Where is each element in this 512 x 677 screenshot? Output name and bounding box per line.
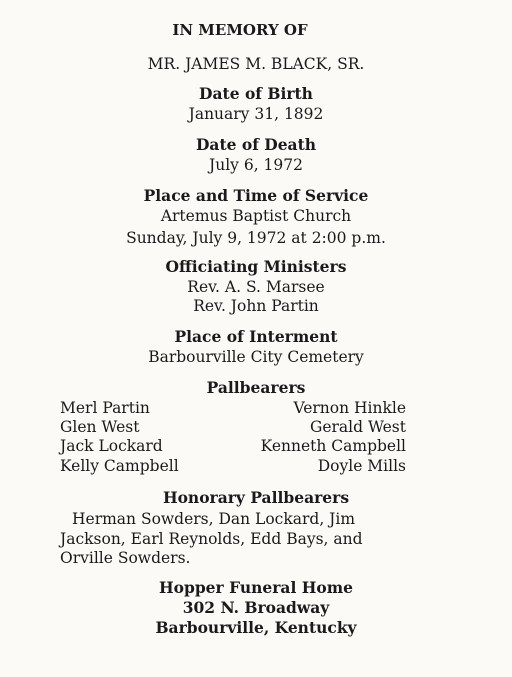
service-heading: Place and Time of Service <box>143 186 369 205</box>
pallbearer-name: Gerald West <box>309 418 406 436</box>
interment-heading: Place of Interment <box>174 327 338 346</box>
funeral-home-name: Hopper Funeral Home <box>159 578 353 597</box>
pallbearer-name: Jack Lockard <box>60 437 163 455</box>
death-heading: Date of Death <box>195 135 317 154</box>
minister-name: Rev. John Partin <box>193 297 319 315</box>
funeral-home-address: 302 N. Broadway <box>182 598 330 617</box>
pallbearers-heading: Pallbearers <box>206 378 306 397</box>
pallbearer-name: Vernon Hinkle <box>293 399 406 417</box>
service-time: Sunday, July 9, 1972 at 2:00 p.m. <box>126 229 386 247</box>
deceased-name: MR. JAMES M. BLACK, SR. <box>147 55 365 73</box>
interment-place: Barbourville City Cemetery <box>148 348 364 366</box>
birth-date: January 31, 1892 <box>188 105 324 123</box>
pallbearer-name: Glen West <box>60 418 140 436</box>
pallbearer-name: Merl Partin <box>60 399 150 417</box>
ministers-heading: Officiating Ministers <box>165 257 347 276</box>
honorary-heading: Honorary Pallbearers <box>162 488 350 507</box>
honorary-line: Jackson, Earl Reynolds, Edd Bays, and <box>60 530 363 548</box>
honorary-line: Herman Sowders, Dan Lockard, Jim <box>72 510 356 528</box>
pallbearer-name: Kelly Campbell <box>60 457 179 475</box>
minister-name: Rev. A. S. Marsee <box>187 278 325 296</box>
service-place: Artemus Baptist Church <box>160 207 352 225</box>
funeral-home-city: Barbourville, Kentucky <box>155 618 357 637</box>
pallbearer-name: Doyle Mills <box>317 457 406 475</box>
honorary-line: Orville Sowders. <box>60 549 191 567</box>
memorial-title: IN MEMORY OF <box>172 21 308 39</box>
death-date: July 6, 1972 <box>209 156 303 174</box>
birth-heading: Date of Birth <box>199 84 313 103</box>
pallbearer-name: Kenneth Campbell <box>260 437 406 455</box>
